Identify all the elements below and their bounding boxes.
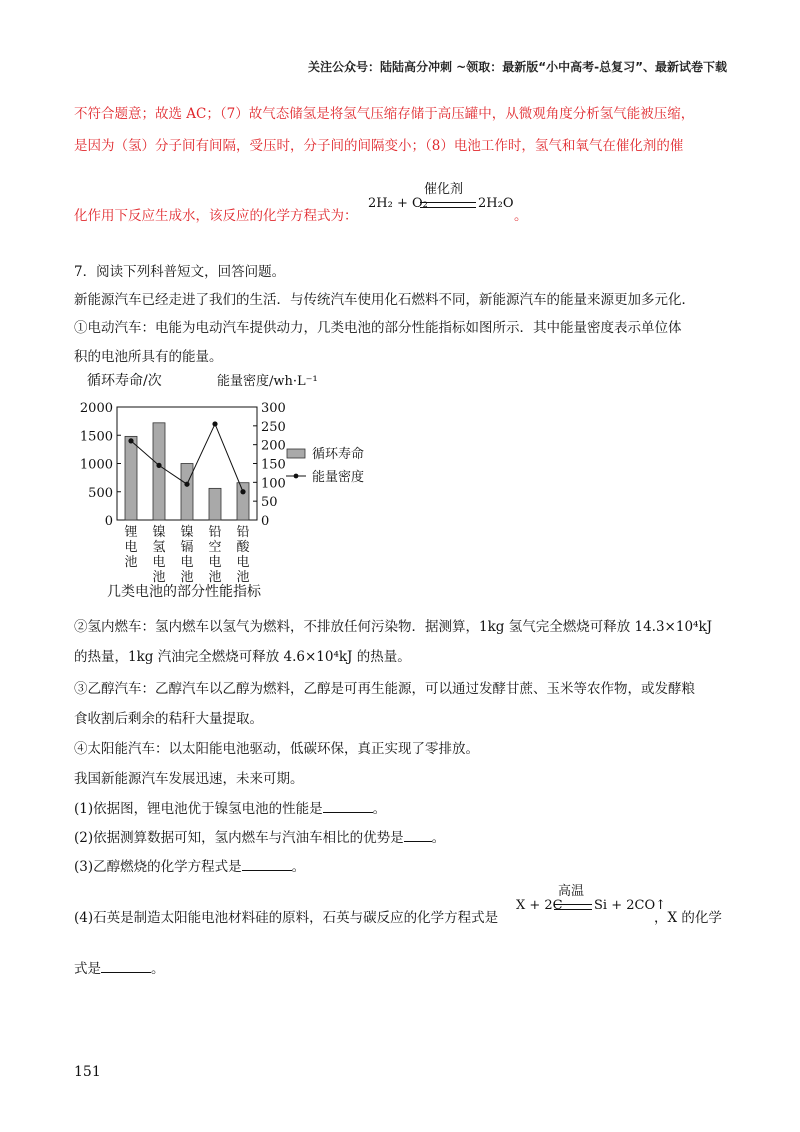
page-header: 关注公众号：陆陆高分冲刺 ~领取：最新版“小中高考-总复习”、最新试卷下载 (308, 60, 727, 74)
point-energy-density (128, 438, 133, 443)
question-2 (74, 826, 445, 846)
battery-chart (74, 370, 394, 602)
question-3-text: (3)乙醇燃烧的化学方程式是 (74, 859, 242, 875)
category-label-char: 铅 (236, 525, 250, 540)
chart-svg (74, 370, 394, 602)
answer-line-3-prefix: 化作用下反应生成水，该反应的化学方程式为： (74, 208, 358, 224)
category-label-char: 电 (236, 555, 250, 570)
right-tick-label: 150 (261, 457, 286, 473)
paragraph-hydrogen-1: ②氢内燃车：氢内燃车以氢气为燃料，不排放任何污染物．据测算，1kg 氢气完全燃烧可释放 14.3×10⁴kJ (74, 619, 713, 635)
category-label-char: 池 (152, 570, 166, 585)
catalyst-equation (368, 178, 514, 218)
paragraph-solar: ④太阳能汽车：以太阳能电池驱动，低碳环保，真正实现了零排放。 (74, 741, 479, 757)
paragraph-ethanol-1: ③乙醇汽车：乙醇汽车以乙醇为燃料，乙醇是可再生能源，可以通过发酵甘蔗、玉米等农作物，或发酵粮 (74, 681, 695, 697)
category-label-char: 电 (180, 555, 194, 570)
legend-bar-label: 循环寿命 (312, 447, 365, 462)
category-label-char: 池 (236, 570, 250, 585)
q4-equation-condition: 高温 (558, 884, 585, 899)
right-tick-label: 250 (261, 419, 286, 435)
paragraph-ethanol-2: 食收割后剩余的秸秆大量提取。 (74, 711, 263, 727)
bar-cycle-life (153, 423, 165, 520)
q4-equation-left: X + 2C (516, 898, 563, 913)
equation-double-bar (420, 202, 476, 208)
category-label-char: 电 (208, 555, 222, 570)
legend-bar-swatch (287, 449, 305, 458)
page-number: 151 (74, 1064, 101, 1080)
bar-cycle-life (125, 436, 137, 520)
category-label-char: 池 (124, 555, 138, 570)
point-energy-density (240, 489, 245, 494)
left-tick-label: 0 (104, 514, 113, 529)
question-4-prefix: (4)石英是制造太阳能电池材料硅的原料，石英与碳反应的化学方程式是 (74, 910, 499, 926)
question-2-text: (2)依据测算数据可知，氢内燃车与汽油车相比的优势是 (74, 830, 404, 846)
right-tick-label: 0 (261, 514, 270, 529)
category-label-char: 锂 (124, 525, 138, 540)
question-4-line-2-text: 式是 (74, 961, 101, 977)
equation-right: 2H₂O (478, 196, 514, 211)
question-3-end: 。 (291, 859, 306, 875)
left-axis-label: 循环寿命/次 (87, 373, 162, 389)
answer-line-1: 不符合题意；故选 AC；（7）故气态储氢是将氢气压缩存储于高压罐中，从微观角度分析氢气能被压缩， (74, 106, 695, 122)
answer-line-3-end: 。 (514, 208, 528, 224)
equation-condition: 催化剂 (424, 182, 464, 197)
answer-line-2: 是因为（氢）分子间有间隔，受压时，分子间的间隔变小；（8）电池工作时，氢气和氧气在催化剂的催 (74, 138, 684, 154)
paragraph-intro: 新能源汽车已经走进了我们的生活．与传统汽车使用化石燃料不同，新能源汽车的能量来源更加多元化． (74, 292, 695, 308)
category-label-char: 池 (180, 570, 194, 585)
question-3 (74, 855, 305, 875)
right-tick-label: 200 (261, 438, 286, 454)
bar-cycle-life (209, 488, 221, 520)
category-label-char: 铅 (208, 525, 222, 540)
right-axis-label: 能量密度/wh·L⁻¹ (217, 374, 318, 389)
point-energy-density (212, 421, 217, 426)
category-label-char: 镉 (180, 540, 194, 555)
left-tick-label: 500 (88, 485, 113, 501)
question-4-line-2-end: 。 (151, 961, 165, 977)
question-4-line-2 (74, 957, 165, 977)
paragraph-electric-2: 积的电池所具有的能量。 (74, 349, 223, 365)
paragraph-hydrogen-2: 的热量，1kg 汽油完全燃烧可释放 4.6×10⁴kJ 的热量。 (74, 649, 411, 665)
question-title: 7．阅读下列科普短文，回答问题。 (74, 264, 286, 280)
right-tick-label: 100 (261, 476, 286, 492)
category-label-char: 镍 (152, 525, 166, 540)
left-tick-label: 1000 (79, 457, 113, 473)
q4-equation-right: Si + 2CO↑ (594, 898, 666, 913)
category-label-char: 电 (152, 555, 166, 570)
left-tick-label: 1500 (79, 429, 113, 445)
legend-line-marker (294, 474, 299, 479)
question-2-end: 。 (431, 830, 446, 846)
question-1 (74, 797, 386, 817)
paragraph-electric-1: ①电动汽车：电能为电动汽车提供动力，几类电池的部分性能指标如图所示．其中能量密度表示单位体 (74, 320, 682, 336)
category-label-char: 空 (208, 540, 222, 555)
category-label-char: 酸 (236, 540, 250, 555)
bar-cycle-life (181, 464, 193, 521)
q4-equation-double-bar (554, 904, 592, 910)
point-energy-density (156, 463, 161, 468)
quartz-equation (516, 880, 666, 920)
question-4-suffix: ，X 的化学 (654, 910, 722, 926)
point-energy-density (184, 482, 189, 487)
chart-title: 几类电池的部分性能指标 (107, 584, 261, 600)
bar-cycle-life (237, 483, 249, 520)
equation-left: 2H₂ + O₂ (368, 196, 428, 211)
right-tick-label: 50 (261, 495, 278, 511)
answer-blank-1[interactable] (323, 800, 373, 813)
legend-line-label: 能量密度 (312, 470, 365, 485)
category-label-char: 氢 (152, 540, 166, 555)
right-tick-label: 300 (261, 401, 286, 416)
question-1-text: (1)依据图，锂电池优于镍氢电池的性能是 (74, 801, 323, 817)
question-1-end: 。 (372, 801, 387, 817)
category-label-char: 电 (124, 540, 138, 555)
answer-blank-4[interactable] (101, 960, 151, 973)
left-tick-label: 2000 (79, 401, 113, 416)
answer-blank-2[interactable] (404, 829, 432, 842)
paragraph-outlook: 我国新能源汽车发展迅速，未来可期。 (74, 771, 304, 787)
category-label-char: 池 (208, 570, 222, 585)
category-label-char: 镍 (180, 525, 194, 540)
answer-blank-3[interactable] (242, 858, 292, 871)
